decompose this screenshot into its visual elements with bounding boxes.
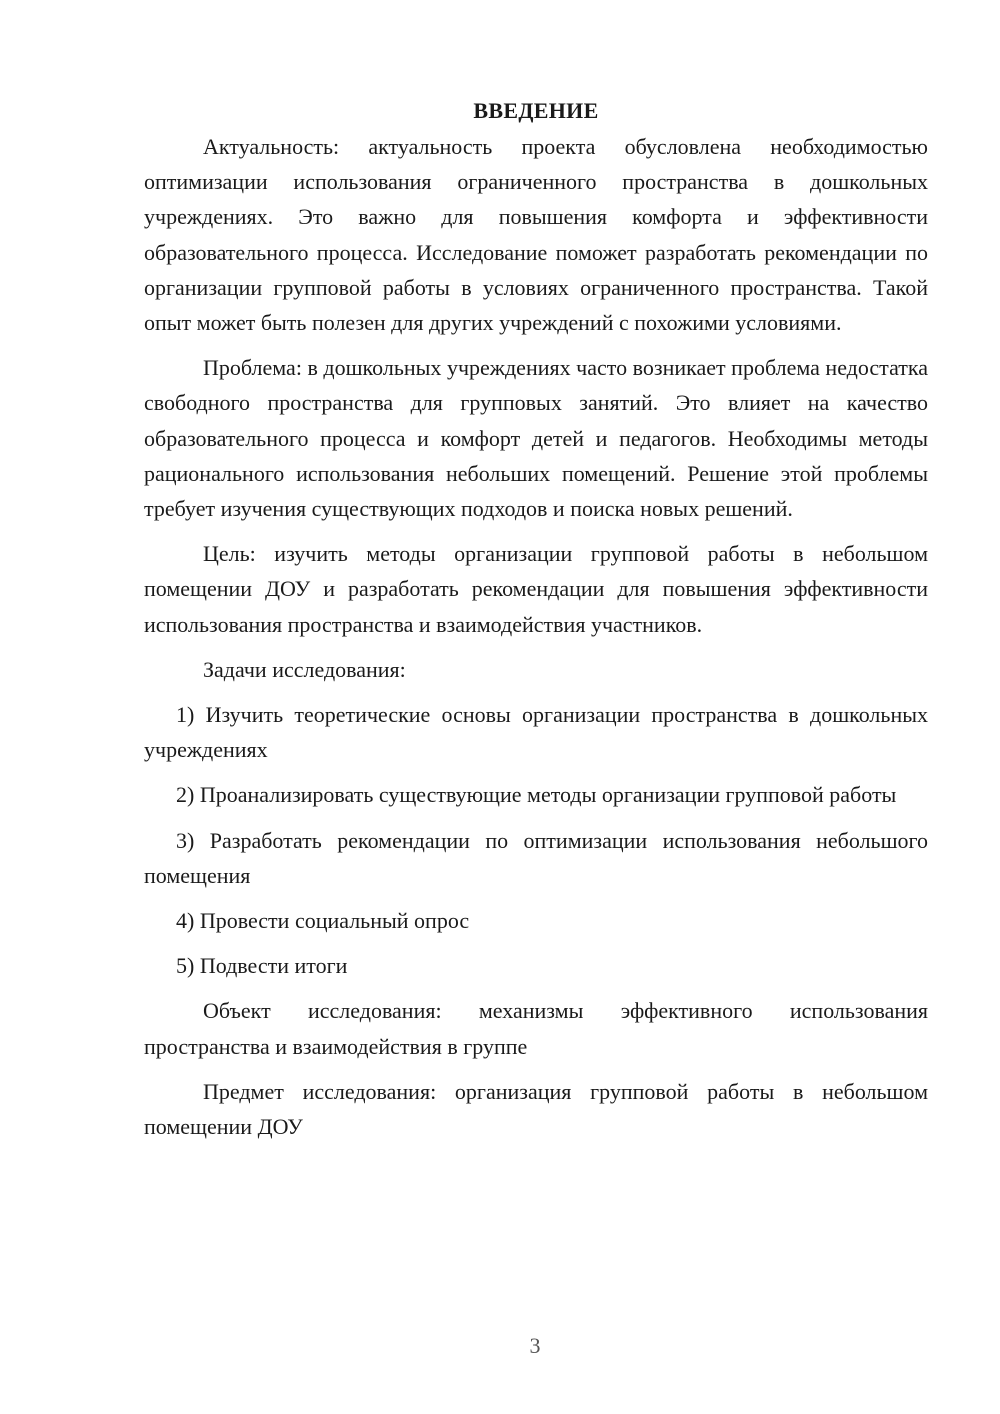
subject-paragraph: Предмет исследования: организация групповой работы в небольшом помещении ДОУ <box>144 1078 928 1140</box>
task-item-4: 4) Провести социальный опрос <box>176 908 470 934</box>
relevance-paragraph: Актуальность: актуальность проекта обусловлена необходимостью оптимизации использования ограниченного пространства в дошкольных учреждениях. Это важно для повышения комфорта и эффективности образовательного процесса. Исследование поможет разработать рекомендации по организации групповой работы в условиях ограниченного пространства. Такой опыт может быть полезен для других учреждений с похожими условиями. <box>144 134 928 336</box>
document-body <box>144 93 928 1154</box>
task-item-2: 2) Проанализировать существующие методы организации групповой работы <box>176 782 897 808</box>
tasks-heading: Задачи исследования: <box>203 656 406 682</box>
task-item-1: 1) Изучить теоретические основы организации пространства в дошкольных учреждениях <box>144 702 928 763</box>
object-paragraph: Объект исследования: механизмы эффективного использования пространства и взаимодействия в группе <box>144 998 928 1059</box>
goal-paragraph: Цель: изучить методы организации групповой работы в небольшом помещении ДОУ и разработать рекомендации для повышения эффективности использования пространства и взаимодействия участников. <box>144 541 928 637</box>
page-number: 3 <box>529 1333 541 1358</box>
problem-paragraph: Проблема: в дошкольных учреждениях часто возникает проблема недостатка свободного пространства для групповых занятий. Это влияет на качество образовательного процесса и комфорт детей и педагогов. Необходимы методы рационального использования небольших помещений. Решение этой проблемы требует изучения существующих подходов и поиска новых решений. <box>144 355 928 522</box>
task-item-3: 3) Разработать рекомендации по оптимизации использования небольшого помещения <box>144 827 928 888</box>
task-item-5: 5) Подвести итоги <box>176 953 348 979</box>
section-title: ВВЕДЕНИЕ <box>473 98 599 123</box>
